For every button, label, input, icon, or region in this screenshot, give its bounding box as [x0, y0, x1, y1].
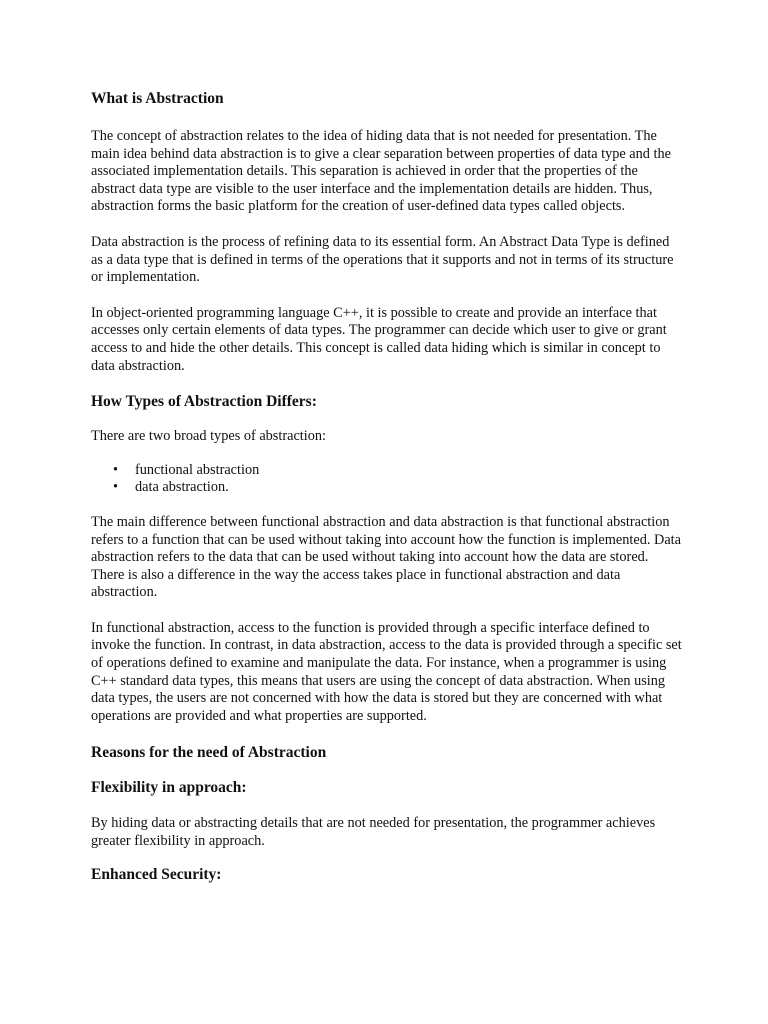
- heading-enhanced-security: Enhanced Security:: [91, 865, 222, 883]
- bullet-icon: •: [113, 479, 119, 496]
- list-item-label: functional abstraction: [135, 461, 260, 478]
- paragraph-main-difference: The main difference between functional abstraction and data abstraction is that functional abstraction refers to a function that can be used without taking into account how the function is implemented. Data abstraction refers to the data that can be used without taking into account how the data are stored. There is also a difference in the way the access takes place in functional abstraction and data abstraction.: [91, 513, 681, 601]
- abstraction-types-list: [91, 462, 683, 497]
- paragraph-data-abstraction: Data abstraction is the process of refining data to its essential form. An Abstract Data Type is defined as a data type that is defined in terms of the operations that it supports and not in terms of its structure or implementation.: [91, 233, 674, 286]
- paragraph-concept: The concept of abstraction relates to the idea of hiding data that is not needed for presentation. The main idea behind data abstraction is to give a clear separation between properties of data type and the associated implementation details. This separation is achieved in order that the properties of the abstract data type are visible to the user interface and the implementation details are hidden. Thus, abstraction forms the basic platform for the creation of user-defined data types called objects.: [91, 128, 671, 215]
- paragraph-functional-access: In functional abstraction, access to the function is provided through a specific interface defined to invoke the function. In contrast, in data abstraction, access to the data is provided through a specific set of operations defined to examine and manipulate the data. For instance, when a programmer is using C++ standard data types, this means that users are using the concept of data abstraction. When using data types, the users are not concerned with how the data is stored but they are concerned with what operations are provided and what properties are supported.: [91, 619, 682, 724]
- heading-reasons: Reasons for the need of Abstraction: [91, 744, 327, 762]
- list-item: [113, 479, 683, 497]
- paragraph-two-types: There are two broad types of abstraction:: [91, 428, 327, 445]
- list-item: [113, 461, 683, 480]
- document-page: [91, 89, 683, 885]
- paragraph-oop-cpp: In object-oriented programming language C++, it is possible to create and provide an interface that accesses only certain elements of data types. The programmer can decide which user to give or grant access to and hide the other details. This concept is called data hiding which is similar in concept to data abstraction.: [91, 304, 667, 374]
- list-item-label: data abstraction.: [135, 479, 229, 496]
- heading-how-types-differ: How Types of Abstraction Differs:: [91, 393, 317, 411]
- bullet-icon: •: [113, 461, 119, 478]
- paragraph-flexibility: By hiding data or abstracting details that are not needed for presentation, the programmer achieves greater flexibility in approach.: [91, 815, 656, 850]
- heading-what-is-abstraction: What is Abstraction: [91, 90, 224, 107]
- heading-flexibility: Flexibility in approach:: [91, 779, 247, 797]
